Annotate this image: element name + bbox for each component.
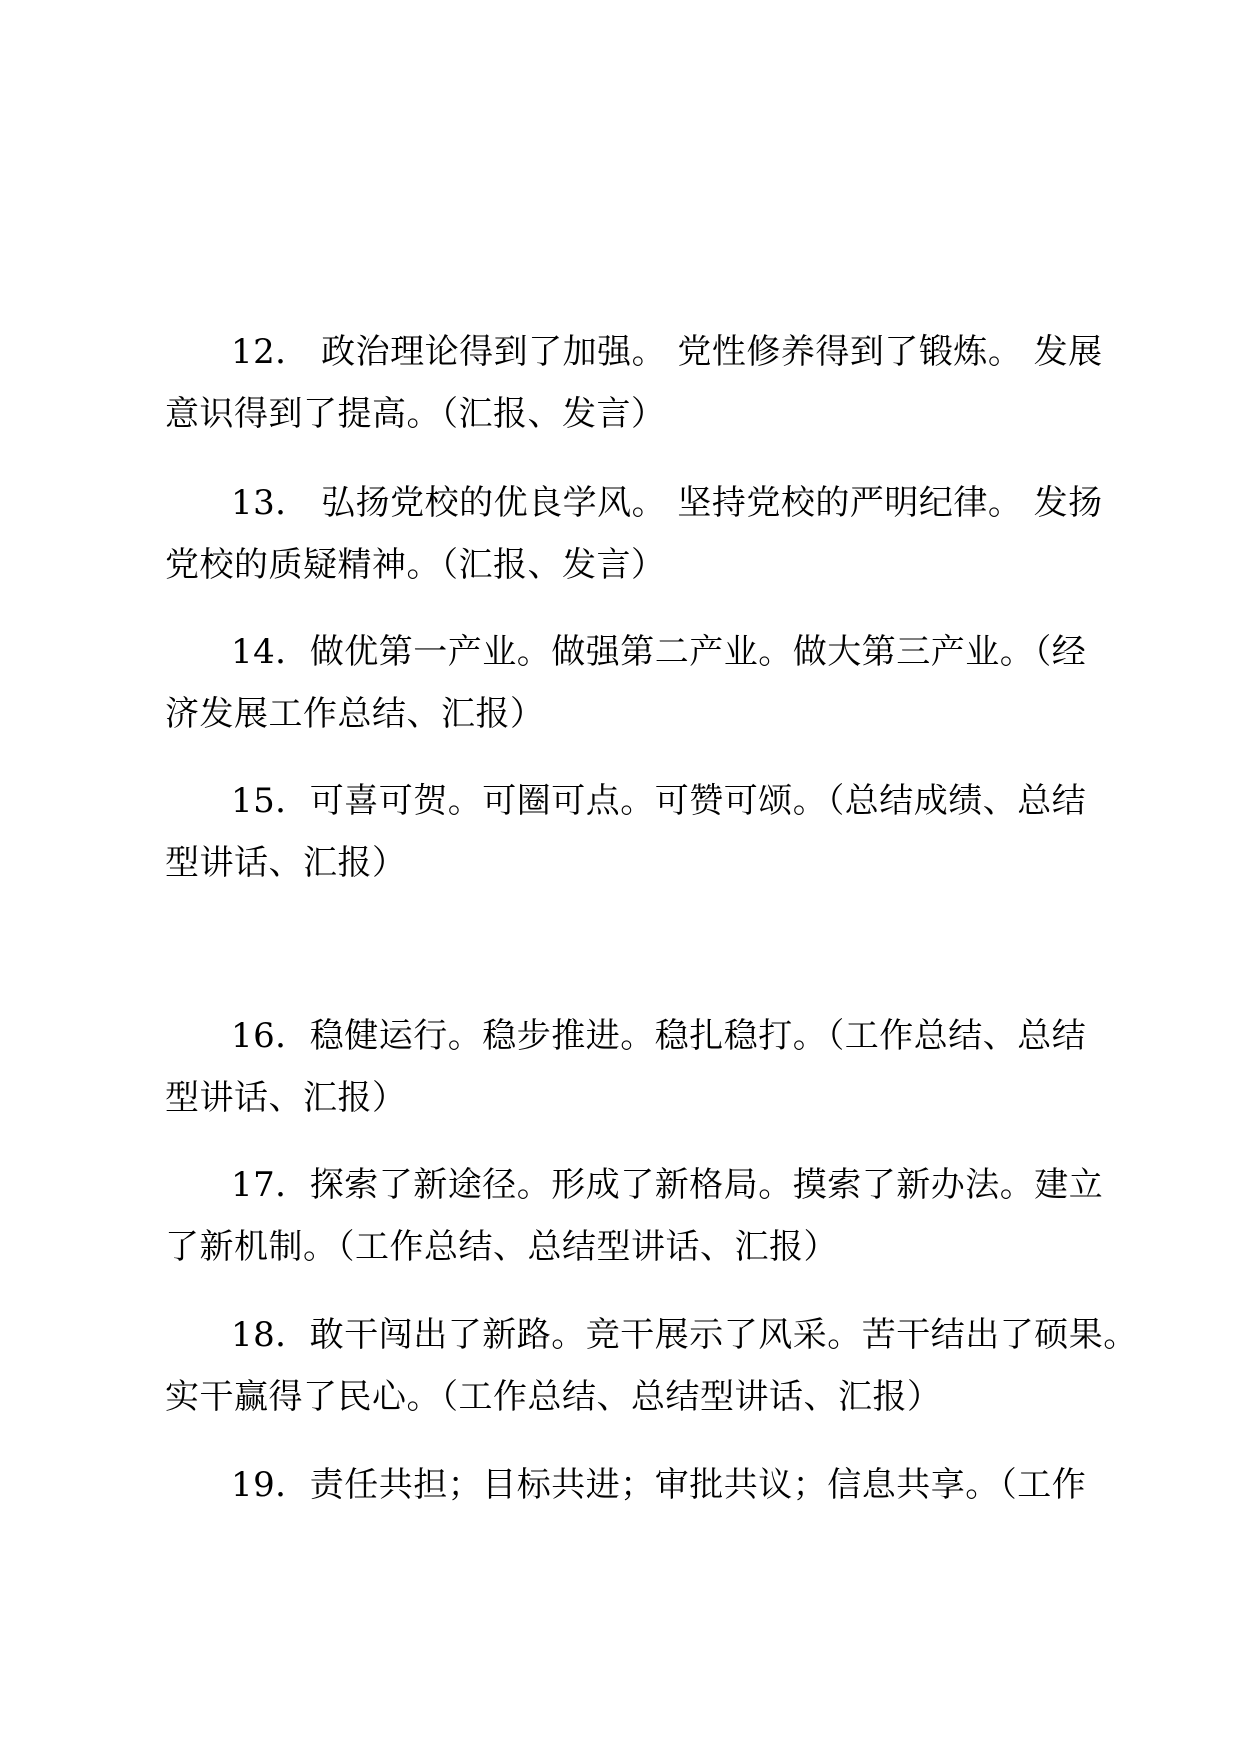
paragraph-line <box>165 1454 1085 1516</box>
paragraph-item-17 <box>165 1154 1104 1278</box>
paragraph-line: 了新机制。（工作总结、总结型讲话、汇报） <box>165 1227 838 1267</box>
item-text: 弘扬党校的优良学风。 坚持党校的严明纪律。 发扬 <box>309 483 1103 523</box>
paragraph-line: 党校的质疑精神。（汇报、发言） <box>165 545 666 585</box>
item-text: 探索了新途径。形成了新格局。摸索了新办法。建立 <box>309 1165 1104 1205</box>
item-number: 18． <box>231 1315 310 1355</box>
item-text: 稳健运行。稳步推进。稳扎稳打。（工作总结、总结 <box>309 1016 1087 1056</box>
paragraph-line <box>165 321 1103 383</box>
paragraph-line <box>165 621 1085 683</box>
paragraph-line: 型讲话、汇报） <box>165 1078 407 1118</box>
paragraph-line <box>165 1005 1085 1067</box>
item-number: 15． <box>231 781 310 821</box>
item-number: 14． <box>231 632 310 672</box>
paragraph-line: 实干赢得了民心。（工作总结、总结型讲话、汇报） <box>165 1377 942 1417</box>
paragraph-item-16 <box>165 1005 1085 1129</box>
paragraph-item-13 <box>165 472 1103 596</box>
item-number: 12． <box>231 332 310 372</box>
paragraph-item-12 <box>165 321 1103 445</box>
item-number: 17． <box>231 1165 310 1205</box>
paragraph-item-14 <box>165 621 1085 745</box>
paragraph-item-18 <box>165 1304 1138 1428</box>
paragraph-line: 型讲话、汇报） <box>165 843 407 883</box>
item-text: 政治理论得到了加强。 党性修养得到了锻炼。 发展 <box>309 332 1103 372</box>
item-text: 责任共担；目标共进；审批共议；信息共享。（工作 <box>309 1465 1087 1505</box>
paragraph-item-15 <box>165 770 1085 894</box>
item-number: 16． <box>231 1016 310 1056</box>
paragraph-line <box>165 770 1085 832</box>
paragraph-line <box>165 472 1103 534</box>
item-text: 敢干闯出了新路。竞干展示了风采。苦干结出了硕果。 <box>309 1315 1138 1355</box>
item-number: 19． <box>231 1465 310 1505</box>
item-number: 13． <box>231 483 310 523</box>
paragraph-item-19 <box>165 1454 1085 1516</box>
item-text: 做优第一产业。做强第二产业。做大第三产业。（经 <box>309 632 1087 672</box>
paragraph-line: 济发展工作总结、汇报） <box>165 694 545 734</box>
paragraph-line: 意识得到了提高。（汇报、发言） <box>165 394 666 434</box>
item-text: 可喜可贺。可圈可点。可赞可颂。（总结成绩、总结 <box>309 781 1087 821</box>
paragraph-line <box>165 1304 1138 1366</box>
paragraph-line <box>165 1154 1104 1216</box>
